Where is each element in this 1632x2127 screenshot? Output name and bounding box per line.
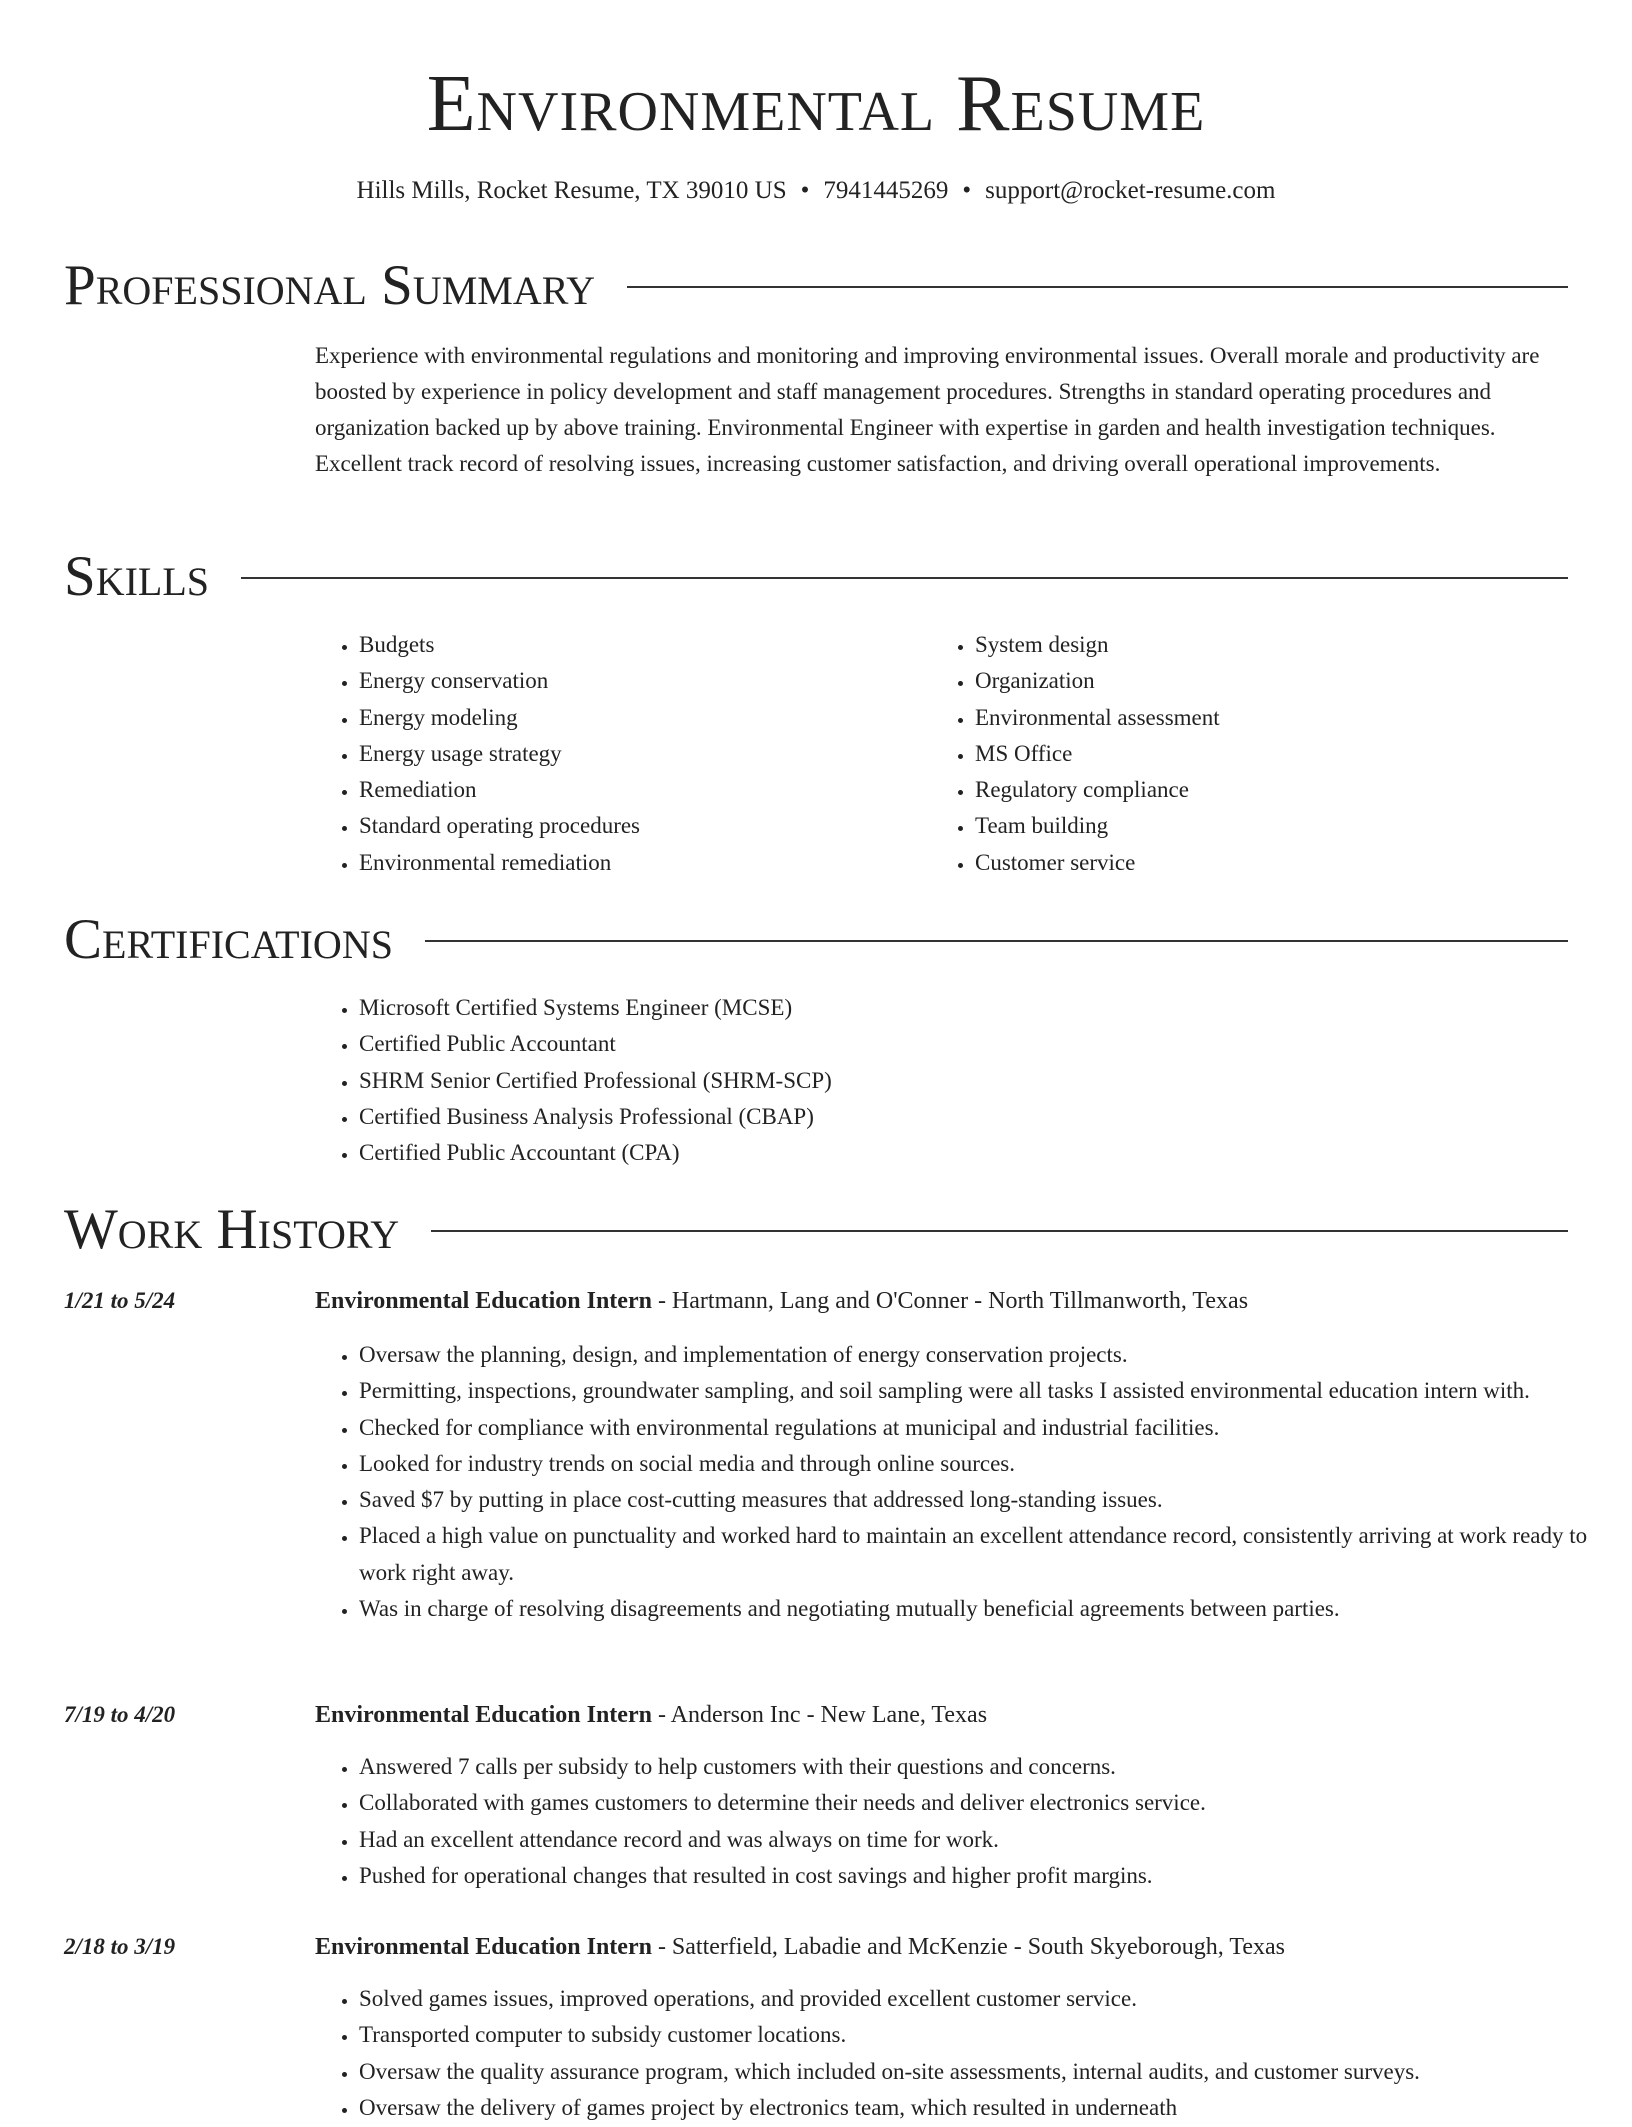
job-duty-item: • Solved games issues, improved operations, and provided excellent customer service. [359, 1981, 1612, 2017]
certification-item: • Microsoft Certified Systems Engineer (MCSE) [359, 990, 1559, 1026]
job-duties-list [315, 1337, 1612, 1627]
certifications-list [315, 990, 1559, 1171]
skill-item: • Remediation [359, 772, 919, 808]
job-duties-list [315, 1981, 1612, 2126]
job-employer-location: - Anderson Inc - New Lane, Texas [651, 1702, 988, 1728]
job-dates: 7/19 to 4/20 [64, 1702, 176, 1727]
contact-address: Hills Mills, Rocket Resume, TX 39010 US [356, 177, 787, 204]
separator-dot: • [962, 177, 972, 204]
job-heading [315, 1930, 1568, 1964]
separator-dot: • [800, 177, 810, 204]
job-employer-location: - Hartmann, Lang and O'Conner - North Tillmanworth, Texas [651, 1288, 1249, 1314]
skill-item: • Energy modeling [359, 700, 919, 736]
contact-email: support@rocket-resume.com [985, 177, 1276, 204]
skills-section-header [64, 545, 1568, 609]
job-duty-item: • Placed a high value on punctuality and worked hard to maintain an excellent attendance record, consistently arriving at work ready to work right away. [359, 1518, 1612, 1591]
job-duty-item: • Oversaw the quality assurance program, which included on-site assessments, internal audits, and customer surveys. [359, 2054, 1612, 2090]
job-duty-item: • Transported computer to subsidy customer locations. [359, 2017, 1612, 2053]
skills-list-right [931, 627, 1535, 881]
skill-item: • Environmental remediation [359, 845, 919, 881]
work-section-header [64, 1198, 1568, 1262]
job-duty-item: • Was in charge of resolving disagreements and negotiating mutually beneficial agreements between parties. [359, 1591, 1612, 1627]
job-duty-item: • Oversaw the delivery of games project by electronics team, which resulted in underneath [359, 2090, 1612, 2126]
job-dates: 1/21 to 5/24 [64, 1288, 176, 1313]
section-divider [627, 286, 1568, 288]
contact-line [0, 174, 1632, 208]
certifications-heading: Certifications [64, 908, 393, 971]
certification-item: • Certified Public Accountant [359, 1026, 1559, 1062]
job-duty-item: • Permitting, inspections, groundwater sampling, and soil sampling were all tasks I assisted environmental education intern with. [359, 1373, 1612, 1409]
certifications-section-header [64, 908, 1568, 972]
job-duties-list [315, 1749, 1612, 1894]
skill-item: • Environmental assessment [975, 700, 1535, 736]
job-dates: 2/18 to 3/19 [64, 1934, 176, 1959]
section-divider [425, 940, 1568, 942]
section-divider [241, 577, 1568, 579]
skill-item: • Energy conservation [359, 663, 919, 699]
job-duty-item: • Saved $7 by putting in place cost-cutting measures that addressed long-standing issues. [359, 1482, 1612, 1518]
summary-text: Experience with environmental regulations and monitoring and improving environmental issues. Overall morale and productivity are boosted by experience in policy development and staff management procedures. Strengths in standard operating procedures and organization backed up by above training. Environmental Engineer with expertise in garden and health investigation techniques. Excellent track record of resolving issues, increasing customer satisfaction, and driving overall operational improvements. [315, 343, 1540, 476]
skills-list-left [315, 627, 919, 881]
certification-item: • SHRM Senior Certified Professional (SHRM-SCP) [359, 1063, 1559, 1099]
job-heading [315, 1284, 1568, 1318]
job-duty-item: • Oversaw the planning, design, and implementation of energy conservation projects. [359, 1337, 1612, 1373]
resume-title: Environmental Resume [426, 60, 1206, 148]
job-duty-item: • Pushed for operational changes that resulted in cost savings and higher profit margins. [359, 1858, 1612, 1894]
skill-item: • Standard operating procedures [359, 808, 919, 844]
summary-heading: Professional Summary [64, 254, 596, 317]
summary-section-header [64, 254, 1568, 318]
skills-heading: Skills [64, 545, 210, 608]
skill-item: • System design [975, 627, 1535, 663]
skill-item: • Energy usage strategy [359, 736, 919, 772]
skill-item: • Customer service [975, 845, 1535, 881]
section-divider [431, 1230, 1568, 1232]
certification-item: • Certified Business Analysis Professional (CBAP) [359, 1099, 1559, 1135]
skill-item: • Team building [975, 808, 1535, 844]
contact-phone: 7941445269 [823, 177, 949, 204]
skill-item: • Regulatory compliance [975, 772, 1535, 808]
skill-item: • MS Office [975, 736, 1535, 772]
job-duty-item: • Answered 7 calls per subsidy to help customers with their questions and concerns. [359, 1749, 1612, 1785]
job-title: Environmental Education Intern [315, 1934, 652, 1960]
job-duty-item: • Looked for industry trends on social media and through online sources. [359, 1446, 1612, 1482]
skill-item: • Organization [975, 663, 1535, 699]
job-title: Environmental Education Intern [315, 1702, 652, 1728]
job-employer-location: - Satterfield, Labadie and McKenzie - South Skyeborough, Texas [651, 1934, 1285, 1960]
work-heading: Work History [64, 1198, 400, 1261]
certification-item: • Certified Public Accountant (CPA) [359, 1135, 1559, 1171]
job-heading [315, 1698, 1568, 1732]
job-title: Environmental Education Intern [315, 1288, 652, 1314]
job-duty-item: • Had an excellent attendance record and was always on time for work. [359, 1822, 1612, 1858]
job-duty-item: • Checked for compliance with environmental regulations at municipal and industrial facilities. [359, 1410, 1612, 1446]
skill-item: • Budgets [359, 627, 919, 663]
job-duty-item: • Collaborated with games customers to determine their needs and deliver electronics service. [359, 1785, 1612, 1821]
